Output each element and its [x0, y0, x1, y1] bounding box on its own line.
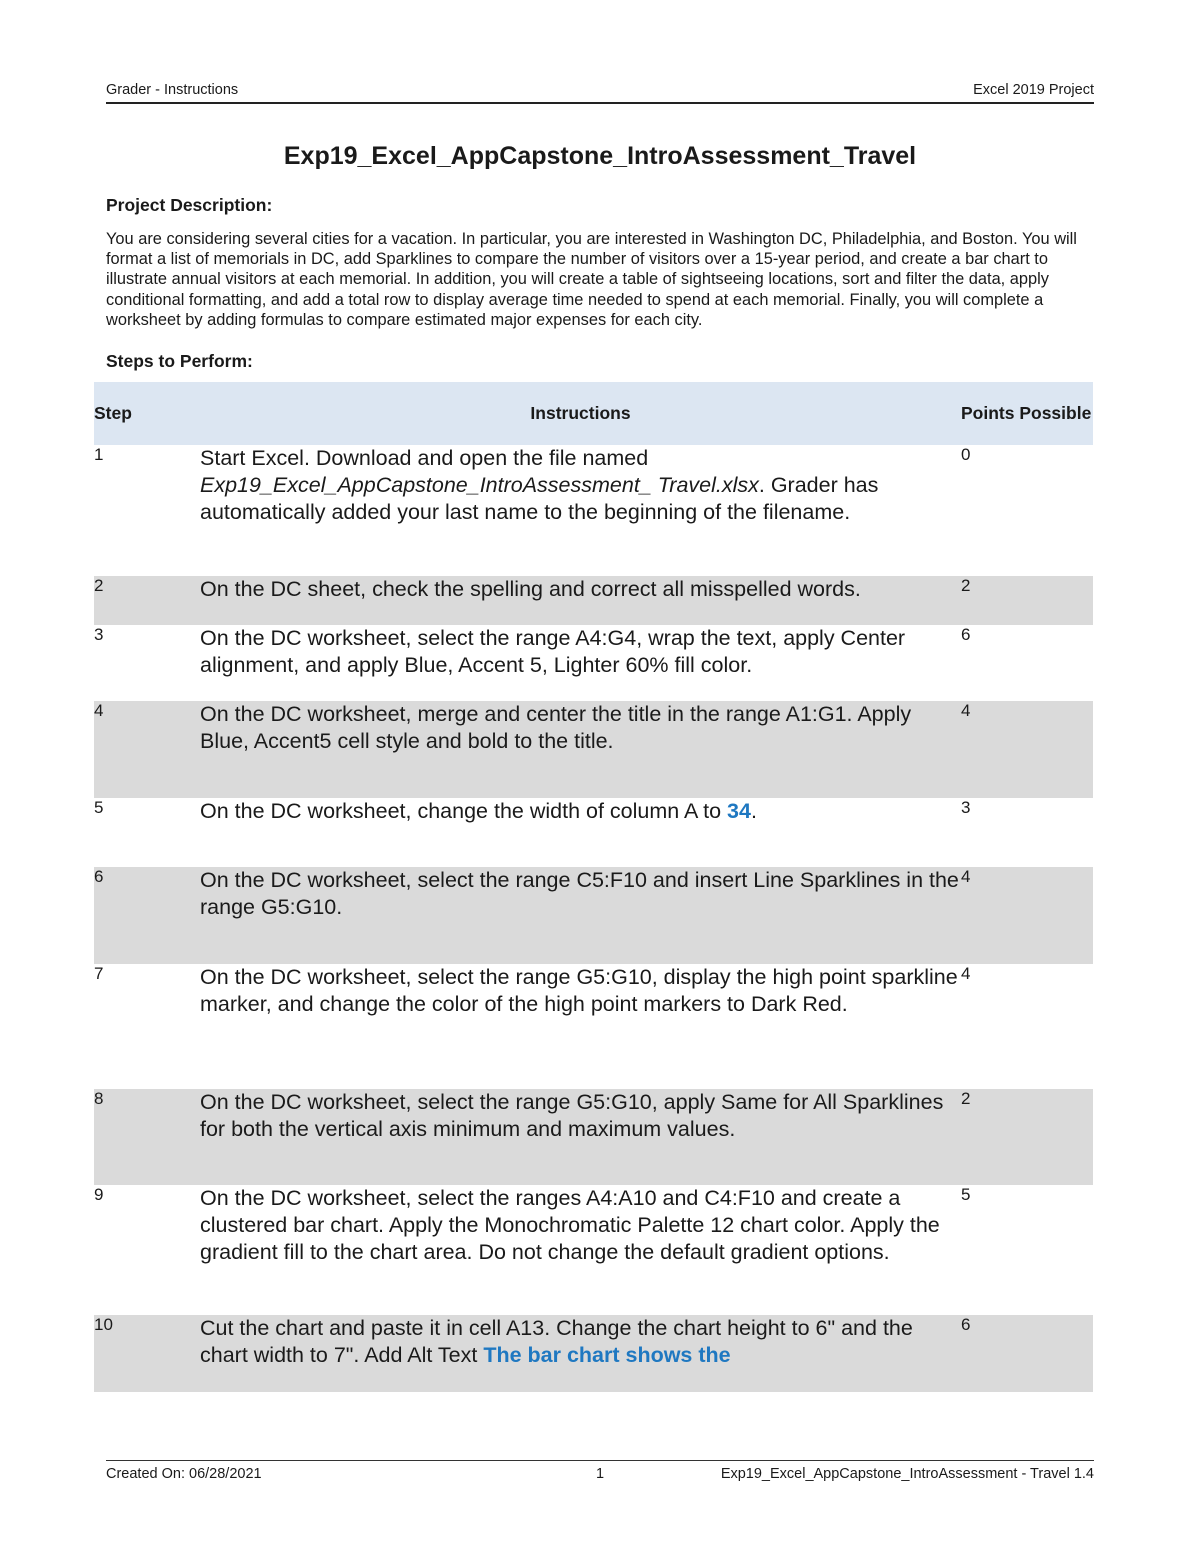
table-row [94, 445, 1093, 576]
table-header-row [94, 382, 1093, 445]
table-row [94, 867, 1093, 964]
page-header [106, 82, 1094, 104]
step-number: 4 [94, 701, 200, 798]
instruction-filename: Exp19_Excel_AppCapstone_IntroAssessment_ Travel.xlsx [200, 473, 759, 497]
steps-table [94, 382, 1093, 1392]
instruction-text: On the DC worksheet, change the width of column A to [200, 799, 728, 823]
instruction-highlight: 34 [727, 799, 751, 823]
instruction-text: Start Excel. Download and open the file named [200, 446, 649, 470]
step-instruction: On the DC worksheet, select the ranges A4:A10 and C4:F10 and create a clustered bar chart. Apply the Monochromatic Palette 12 chart color. Apply the gradient fill to the chart area. Do not change the default gradient options. [200, 1186, 940, 1264]
step-instruction [200, 445, 961, 576]
footer-document-name: Exp19_Excel_AppCapstone_IntroAssessment - Travel 1.4 [720, 1466, 1094, 1482]
step-number: 8 [94, 1089, 200, 1185]
step-points: 4 [961, 867, 1093, 964]
instruction-highlight: The bar chart shows the [483, 1343, 731, 1367]
footer-page-number: 1 [596, 1466, 605, 1482]
step-instruction: On the DC worksheet, select the range C5:F10 and insert Line Sparklines in the range G5:G10. [200, 867, 961, 964]
step-points: 2 [961, 1089, 1093, 1185]
step-instruction: On the DC worksheet, select the range G5:G10, apply Same for All Sparklines for both the vertical axis minimum and maximum values. [200, 1089, 961, 1185]
step-number: 3 [94, 625, 104, 644]
header-left-text: Grader - Instructions [106, 82, 239, 98]
step-instruction [200, 1315, 961, 1392]
step-number: 7 [94, 964, 104, 983]
step-points: 4 [961, 964, 971, 983]
step-instruction [200, 798, 961, 867]
footer-created-date: Created On: 06/28/2021 [106, 1466, 262, 1482]
project-description-label: Project Description: [106, 195, 273, 215]
instruction-text: . [750, 799, 757, 823]
step-points: 2 [961, 576, 1093, 625]
table-row [94, 625, 1093, 701]
table-row [94, 964, 1093, 1089]
header-step: Step [94, 382, 200, 445]
step-number: 5 [94, 798, 104, 817]
steps-label: Steps to Perform: [106, 351, 253, 371]
step-points: 0 [961, 445, 971, 464]
instruction-text: . Grader has automatically added your last name to the beginning of the filename. [200, 473, 879, 524]
step-number: 6 [94, 867, 200, 964]
step-number: 1 [94, 445, 104, 464]
table-row [94, 701, 1093, 798]
instruction-text: Cut the chart and paste it in cell A13. Change the chart height to 6" and the chart width to 7". Add Alt Text [200, 1316, 913, 1367]
step-instruction: On the DC worksheet, select the range A4:G4, wrap the text, apply Center alignment, and apply Blue, Accent 5, Lighter 60% fill color. [200, 626, 906, 677]
table-row [94, 1089, 1093, 1185]
header-instructions: Instructions [200, 382, 961, 445]
step-instruction: On the DC worksheet, merge and center the title in the range A1:G1. Apply Blue, Accent5 cell style and bold to the title. [200, 701, 961, 798]
step-number: 2 [94, 576, 200, 625]
step-points: 6 [961, 625, 971, 644]
step-points: 3 [961, 798, 971, 817]
step-points: 4 [961, 701, 1093, 798]
step-instruction: On the DC sheet, check the spelling and correct all misspelled words. [200, 576, 961, 625]
step-points: 5 [961, 1185, 971, 1204]
table-row [94, 1315, 1093, 1392]
header-right-text: Excel 2019 Project [973, 82, 1094, 98]
step-points: 6 [961, 1315, 1093, 1392]
table-row [94, 1185, 1093, 1315]
project-description-text: You are considering several cities for a vacation. In particular, you are interested in Washington DC, Philadelphia, and Boston. You will format a list of memorials in DC, add Sparklines to compare the number of visitors over a 15-year period, and create a bar chart to illustrate annual visitors at each memorial. In addition, you will create a table of sightseeing locations, sort and filter the data, apply conditional formatting, and add a total row to display average time needed to spend at each memorial. Finally, you will complete a worksheet by adding formulas to compare estimated major expenses for each city. [106, 230, 1077, 329]
step-number: 10 [94, 1315, 200, 1392]
step-instruction: On the DC worksheet, select the range G5:G10, display the high point sparkline marker, and change the color of the high point markers to Dark Red. [200, 965, 958, 1016]
table-row [94, 798, 1093, 867]
document-title: Exp19_Excel_AppCapstone_IntroAssessment_Travel [283, 142, 917, 170]
step-number: 9 [94, 1185, 104, 1204]
table-row [94, 576, 1093, 625]
header-points: Points Possible [961, 382, 1093, 445]
page-footer [106, 1460, 1094, 1488]
